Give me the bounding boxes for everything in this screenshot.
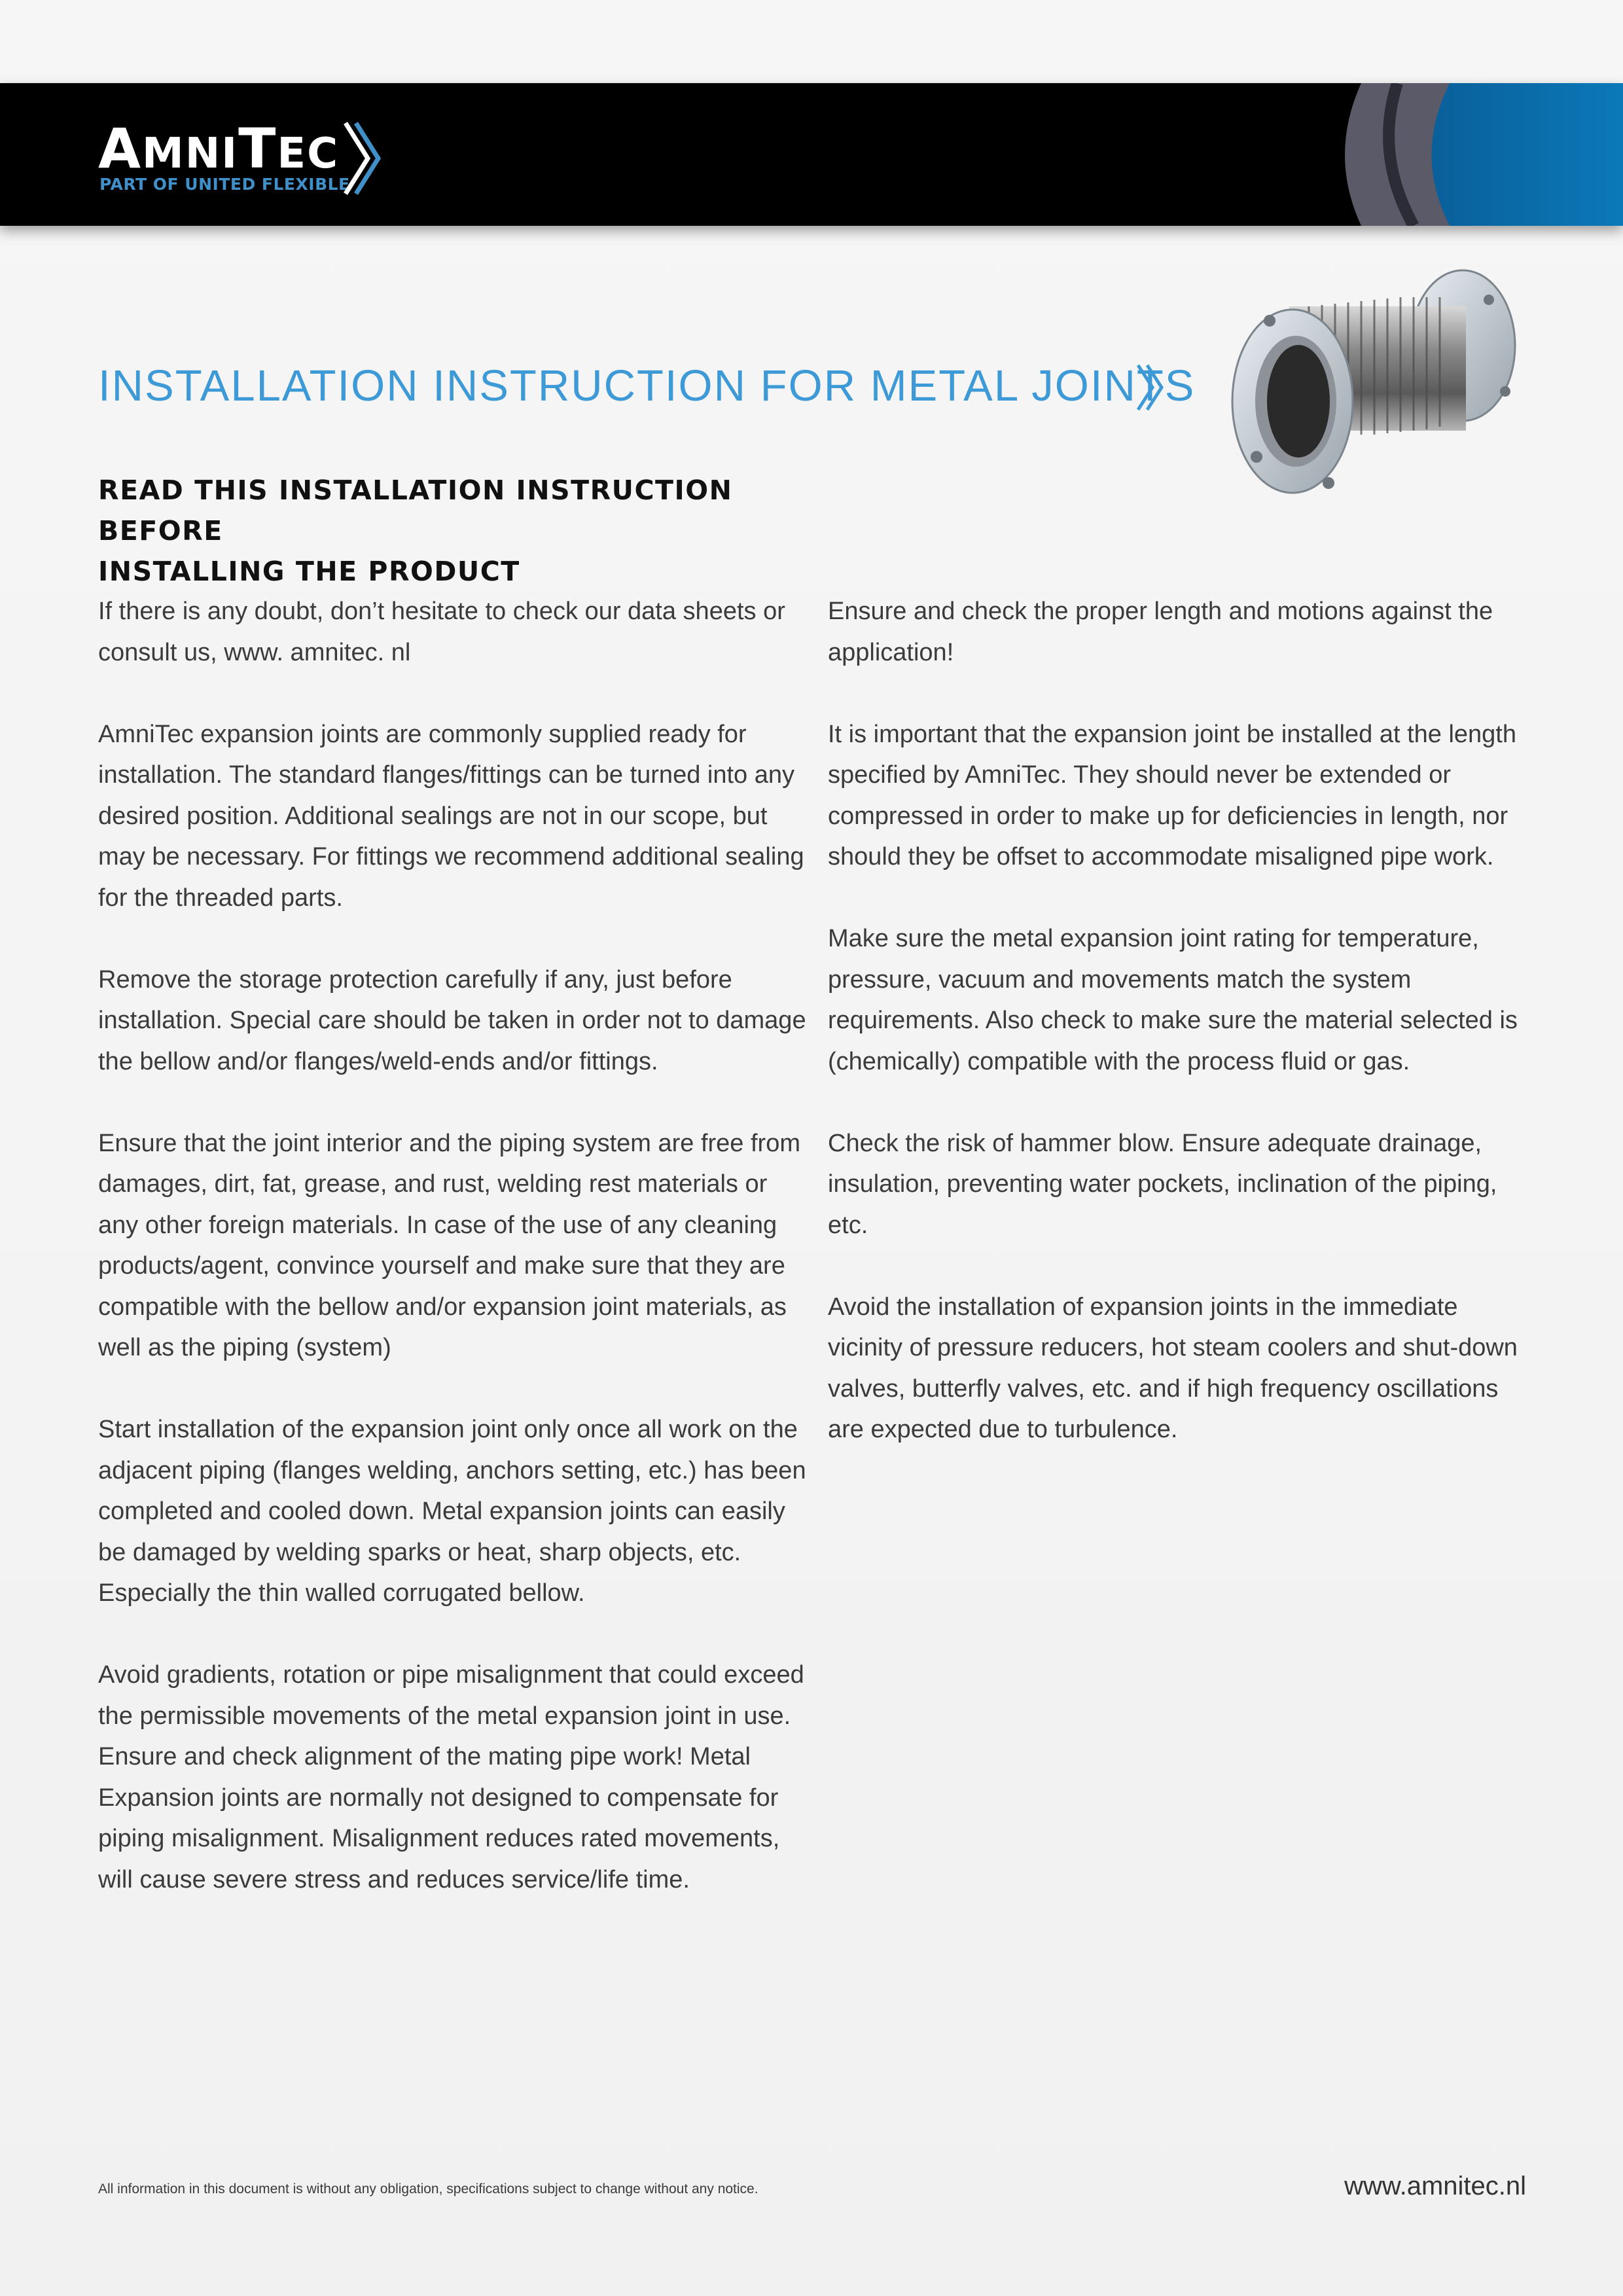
paragraph: Ensure and check the proper length and motions against the application! bbox=[828, 598, 1493, 666]
chevron-right-icon bbox=[1135, 360, 1168, 415]
amnitec-logo[interactable] bbox=[98, 119, 399, 204]
right-column bbox=[828, 591, 1538, 1491]
paragraph: If there is any doubt, don’t hesitate to check our data sheets or consult us, www. amnitec. nl bbox=[98, 598, 785, 666]
logo-tagline: PART OF UNITED FLEXIBLE bbox=[99, 175, 350, 194]
subtitle-line-1: READ THIS INSTALLATION INSTRUCTION BEFORE bbox=[98, 475, 733, 547]
paragraph: Start installation of the expansion joint only once all work on the adjacent piping (flanges welding, anchors setting, etc.) has been completed and cooled down. Metal expansion joints can easily be damaged by welding sparks or heat, sharp objects, etc. Especially the thin walled corrugated bellow. bbox=[98, 1416, 806, 1607]
subtitle-line-2: INSTALLING THE PRODUCT bbox=[98, 556, 520, 587]
footer-disclaimer: All information in this document is without any obligation, specifications subject to change without any notice. bbox=[98, 2181, 758, 2197]
expansion-joint-image bbox=[1230, 260, 1525, 496]
paragraph: AmniTec expansion joints are commonly supplied ready for installation. The standard flanges/fittings can be turned into any desired position. Additional sealings are not in our scope, but may be necessary. For fittings we recommend additional sealing for the threaded parts. bbox=[98, 720, 804, 912]
paragraph: It is important that the expansion joint be installed at the length specified by AmniTec. They should never be extended or compressed in order to make up for deficiencies in length, nor should they be offset to accommodate misaligned pipe work. bbox=[828, 720, 1516, 870]
header-bar bbox=[0, 83, 1623, 226]
footer-website-link[interactable]: www.amnitec.nl bbox=[1344, 2172, 1526, 2200]
paragraph: Make sure the metal expansion joint rating for temperature, pressure, vacuum and movements match the system requirements. Also check to make sure the material selected is (chemically) compatible with the process fluid or gas. bbox=[828, 925, 1518, 1075]
paragraph: Avoid the installation of expansion joints in the immediate vicinity of pressure reducers, hot steam coolers and shut-down valves, butterfly valves, etc. and if high frequency oscillations are expected due to turbulence. bbox=[828, 1293, 1518, 1443]
paragraph: Remove the storage protection carefully if any, just before installation. Special care should be taken in order not to damage the bellow and/or flanges/weld-ends and/or fittings. bbox=[98, 965, 806, 1075]
header-decoration bbox=[1335, 83, 1623, 226]
page-title: INSTALLATION INSTRUCTION FOR METAL JOINTS bbox=[98, 361, 1196, 410]
paragraph: Ensure that the joint interior and the piping system are free from damages, dirt, fat, grease, and rust, welding rest materials or any other foreign materials. In case of the use of any cleaning products/agent, convince yourself and make sure that they are compatible with the bellow and/or expansion joint materials, as well as the piping (system) bbox=[98, 1129, 800, 1361]
section-subtitle bbox=[98, 470, 818, 592]
chevron-right-icon bbox=[342, 119, 381, 198]
paragraph: Check the risk of hammer blow. Ensure adequate drainage, insulation, preventing water pockets, inclination of the piping, etc. bbox=[828, 1129, 1497, 1239]
paragraph: Avoid gradients, rotation or pipe misalignment that could exceed the permissible movements of the metal expansion joint in use. Ensure and check alignment of the mating pipe work! Metal Expansion joints are normally not designed to compensate for piping misalignment. Misalignment reduces rated movements, will cause severe stress and reduces service/life time. bbox=[98, 1661, 804, 1893]
logo-wordmark: AMNITEC bbox=[98, 117, 340, 181]
left-column bbox=[98, 591, 808, 1941]
